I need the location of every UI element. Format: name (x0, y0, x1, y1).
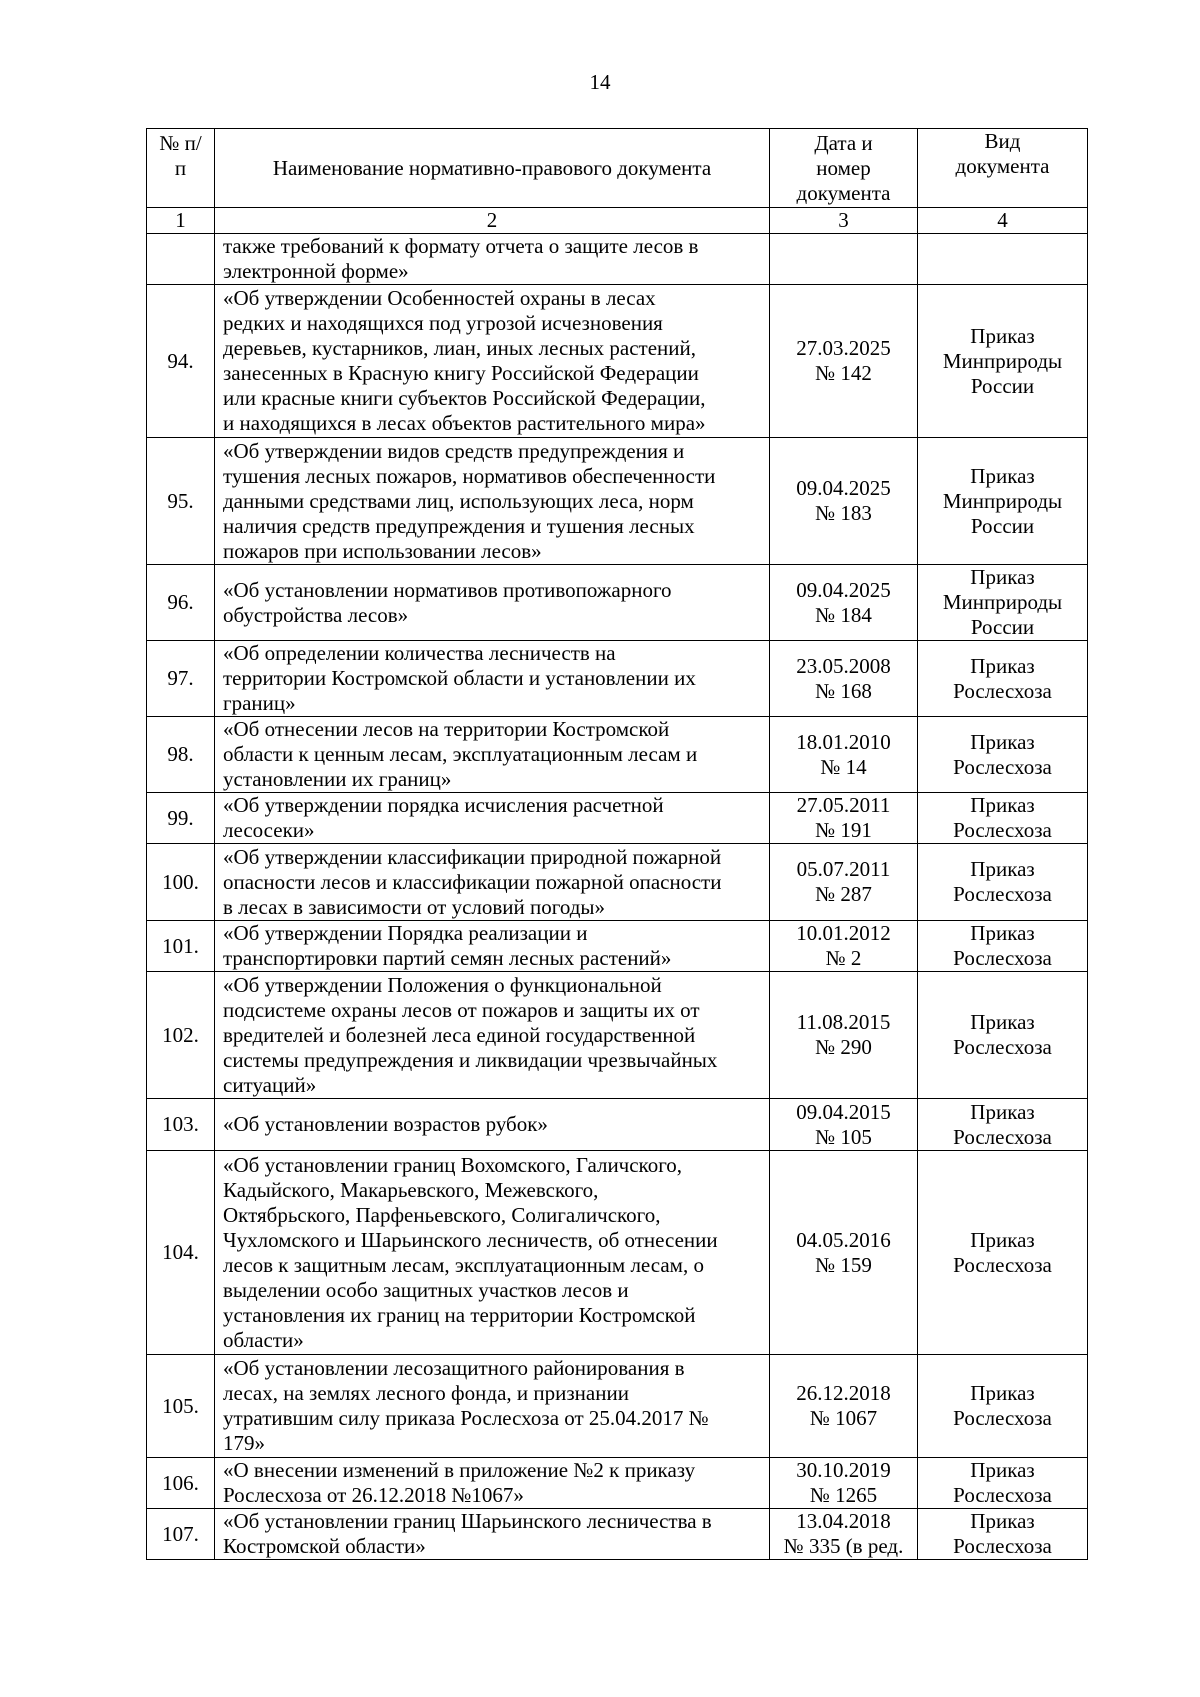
document-date-line: 09.04.2025 (796, 577, 891, 602)
document-name-line: и находящихся в лесах объектов растительного мира» (223, 411, 706, 435)
document-name-line: выделении особо защитных участков лесов и (223, 1277, 629, 1302)
document-name-line: «Об установлении нормативов противопожарного (223, 577, 672, 602)
document-name (215, 844, 770, 921)
header-number: № п/п (147, 129, 215, 208)
document-date-line: 26.12.2018 (796, 1381, 891, 1405)
column-number-row (147, 208, 1088, 234)
document-name-line: тушения лесных пожаров, нормативов обеспеченности (223, 463, 716, 488)
document-date-line: № 335 (в ред. (783, 1534, 904, 1558)
document-name-line: «Об определении количества лесничеств на (223, 641, 616, 665)
document-date-number (770, 285, 918, 438)
document-name-line: лесах, на землях лесного фонда, и признании (223, 1381, 629, 1405)
document-date-line: № 183 (815, 501, 872, 525)
document-type (918, 1458, 1088, 1509)
document-type-line: Приказ (970, 921, 1035, 945)
document-date-line: № 1265 (809, 1483, 878, 1507)
document-date-line: 04.05.2016 (796, 1227, 891, 1252)
document-date-line: 13.04.2018 (796, 1509, 891, 1533)
document-name (215, 1151, 770, 1355)
row-number: 107. (147, 1509, 215, 1560)
document-type-line: Приказ (970, 1099, 1035, 1124)
document-name-line: или красные книги субъектов Российской Федерации, (223, 386, 706, 410)
document-name-line: Чухломского и Шарьинского лесничеств, об отнесении (223, 1227, 718, 1252)
document-type-line: Рослесхоза (953, 1252, 1052, 1277)
document-name-line: занесенных в Красную книгу Российской Федерации (223, 361, 699, 385)
header-date-line: Дата и (814, 130, 873, 155)
document-name-line: «Об установлении границ Шарьинского лесничества в (223, 1509, 712, 1533)
document-name-line: транспортировки партий семян лесных растений» (223, 946, 672, 970)
row-number: 94. (147, 285, 215, 438)
document-name (215, 972, 770, 1099)
document-type (918, 234, 1088, 285)
document-date-number (770, 844, 918, 921)
document-date-line: № 1067 (809, 1406, 878, 1430)
document-name-line: подсистеме охраны лесов от пожаров и защиты их от (223, 997, 700, 1022)
document-name-line: «О внесении изменений в приложение №2 к приказу (223, 1458, 696, 1482)
document-name-line: «Об утверждении Особенностей охраны в лесах (223, 286, 656, 310)
document-name-line: 179» (223, 1431, 265, 1455)
document-date-line: № 290 (815, 1035, 872, 1059)
document-date-number (770, 1099, 918, 1151)
document-name-line: «Об отнесении лесов на территории Костромской (223, 717, 670, 741)
document-type (918, 972, 1088, 1099)
table-row (147, 234, 1088, 285)
document-name-line: «Об установлении возрастов рубок» (223, 1112, 548, 1136)
document-name-line: электронной форме» (223, 259, 409, 283)
header-date-line: документа (796, 180, 891, 205)
row-number: 106. (147, 1458, 215, 1509)
row-number: 99. (147, 793, 215, 844)
header-type-line: Вид (984, 129, 1021, 153)
document-name (215, 793, 770, 844)
document-name-line: территории Костромской области и установлении их (223, 666, 696, 690)
table-row (147, 921, 1088, 972)
document-date-number (770, 1355, 918, 1458)
document-type-line: Приказ (970, 1509, 1035, 1533)
document-name (215, 438, 770, 565)
document-name (215, 234, 770, 285)
table-row (147, 1509, 1088, 1560)
document-date-line: 27.03.2025 (796, 336, 891, 360)
document-date-number (770, 1151, 918, 1355)
table-row (147, 1458, 1088, 1509)
table-row (147, 972, 1088, 1099)
document-type-line: Приказ (970, 463, 1035, 488)
document-name-line: утратившим силу приказа Рослесхоза от 25.04.2017 № (223, 1406, 709, 1430)
column-number: 2 (215, 208, 770, 234)
document-date-line: 27.05.2011 (796, 793, 891, 817)
document-name-line: в лесах в зависимости от условий погоды» (223, 894, 606, 919)
document-date-line: № 191 (815, 818, 872, 842)
document-name (215, 1355, 770, 1458)
document-type-line: Рослесхоза (953, 754, 1052, 779)
document-type-line: Рослесхоза (953, 818, 1052, 842)
document-date-line: № 2 (825, 946, 862, 970)
document-name-line: области к ценным лесам, эксплуатационным лесам и (223, 742, 698, 766)
document-name-line: редких и находящихся под угрозой исчезновения (223, 311, 663, 335)
header-type-line: документа (955, 154, 1050, 178)
document-name-line: вредителей и болезней леса единой государственной (223, 1022, 696, 1047)
document-name-line: опасности лесов и классификации пожарной опасности (223, 869, 722, 894)
document-type-line: Приказ (970, 857, 1035, 881)
document-type-line: России (970, 373, 1035, 398)
row-number: 95. (147, 438, 215, 565)
document-name-line: лесов к защитным лесам, эксплуатационным лесам, о (223, 1252, 704, 1277)
document-date-line: 09.04.2025 (796, 476, 891, 500)
document-name-line: системы предупреждения и ликвидации чрезвычайных (223, 1047, 718, 1072)
document-name (215, 1458, 770, 1509)
document-name-line: «Об утверждении Положения о функциональной (223, 972, 662, 997)
row-number: 102. (147, 972, 215, 1099)
document-type-line: России (970, 513, 1035, 538)
document-type-line: Минприроды (942, 488, 1063, 513)
document-date-line: 30.10.2019 (796, 1458, 891, 1482)
row-number: 96. (147, 565, 215, 641)
table-row (147, 844, 1088, 921)
document-type-line: Минприроды (942, 590, 1063, 614)
header-document-type (918, 129, 1088, 208)
document-type-line: Приказ (970, 793, 1035, 817)
row-number: 104. (147, 1151, 215, 1355)
document-type-line: Рослесхоза (953, 1406, 1052, 1430)
document-date-line: 10.01.2012 (796, 921, 891, 945)
document-name (215, 565, 770, 641)
row-number: 103. (147, 1099, 215, 1151)
document-date-number (770, 438, 918, 565)
document-type (918, 641, 1088, 717)
document-type (918, 438, 1088, 565)
row-number: 98. (147, 717, 215, 793)
document-type-line: Рослесхоза (953, 1124, 1052, 1149)
table-row (147, 438, 1088, 565)
document-date-line: 18.01.2010 (796, 729, 891, 754)
document-name-line: «Об утверждении порядка исчисления расчетной (223, 793, 664, 817)
document-name-line: Октябрьского, Парфеньевского, Солигаличского, (223, 1202, 661, 1227)
document-type (918, 717, 1088, 793)
document-name-line: установления их границ на территории Костромской (223, 1302, 696, 1327)
document-name-line: «Об установлении лесозащитного районирования в (223, 1356, 685, 1380)
document-date-line: 05.07.2011 (796, 857, 891, 881)
row-number: 97. (147, 641, 215, 717)
document-name-line: обустройства лесов» (223, 602, 409, 627)
document-name-line: «Об утверждении видов средств предупреждения и (223, 438, 685, 463)
document-type (918, 285, 1088, 438)
document-date-number (770, 1458, 918, 1509)
document-date-line: № 105 (815, 1124, 872, 1149)
document-type (918, 921, 1088, 972)
document-type-line: Рослесхоза (953, 1534, 1052, 1558)
document-date-line: 11.08.2015 (796, 1010, 891, 1034)
document-date-line: № 142 (815, 361, 872, 385)
document-name-line: лесосеки» (223, 818, 315, 842)
document-name-line: наличия средств предупреждения и тушения лесных (223, 513, 695, 538)
document-type (918, 1509, 1088, 1560)
header-document-name: Наименование нормативно-правового документа (215, 129, 770, 208)
table-row (147, 1099, 1088, 1151)
document-type (918, 1151, 1088, 1355)
document-type-line: Рослесхоза (953, 678, 1052, 703)
row-number: 105. (147, 1355, 215, 1458)
document-type-line: Приказ (970, 323, 1035, 348)
document-date-number (770, 1509, 918, 1560)
document-date-line: № 159 (815, 1252, 872, 1277)
document-type-line: Рослесхоза (953, 946, 1052, 970)
document-type (918, 565, 1088, 641)
document-name-line: Костромской области» (223, 1534, 426, 1558)
document-type-line: Рослесхоза (953, 882, 1052, 906)
document-date-line: 09.04.2015 (796, 1099, 891, 1124)
document-name (215, 1509, 770, 1560)
document-date-number (770, 793, 918, 844)
document-name-line: пожаров при использовании лесов» (223, 538, 542, 563)
column-number: 4 (918, 208, 1088, 234)
document-type-line: Рослесхоза (953, 1035, 1052, 1059)
document-type-line: Приказ (970, 729, 1035, 754)
document-name (215, 717, 770, 793)
document-type-line: Приказ (970, 1010, 1035, 1034)
document-type-line: Приказ (970, 1458, 1035, 1482)
document-name-line: границ» (223, 691, 296, 715)
document-date-line: № 14 (820, 754, 867, 779)
documents-table (146, 128, 1088, 1560)
document-name-line: деревьев, кустарников, лиан, иных лесных растений, (223, 336, 697, 360)
row-number: 101. (147, 921, 215, 972)
document-name-line: «Об утверждении классификации природной пожарной (223, 844, 722, 869)
document-date-number (770, 972, 918, 1099)
header-date-line: номер (816, 155, 871, 180)
document-date-line: № 287 (815, 882, 872, 906)
column-number: 3 (770, 208, 918, 234)
document-date-line: 23.05.2008 (796, 653, 891, 678)
document-name-line: области» (223, 1327, 304, 1352)
document-name-line: «Об установлении границ Вохомского, Галичского, (223, 1152, 683, 1177)
document-name-line: Рослесхоза от 26.12.2018 №1067» (223, 1483, 524, 1507)
document-name-line: Кадыйского, Макарьевского, Межевского, (223, 1177, 599, 1202)
document-name-line: установлении их границ» (223, 767, 452, 791)
document-date-number (770, 565, 918, 641)
document-type-line: Рослесхоза (953, 1483, 1052, 1507)
document-date-number (770, 641, 918, 717)
document-type-line: Приказ (970, 1381, 1035, 1405)
document-date-line: № 168 (815, 678, 872, 703)
document-name (215, 921, 770, 972)
document-name (215, 285, 770, 438)
document-date-number (770, 717, 918, 793)
table-row (147, 285, 1088, 438)
page-number: 14 (589, 70, 611, 94)
document-name-line: ситуаций» (223, 1072, 317, 1097)
document-type-line: России (970, 615, 1035, 639)
document-date-number (770, 921, 918, 972)
document-date-line: № 184 (815, 602, 872, 627)
table-row (147, 717, 1088, 793)
document-name-line: «Об утверждении Порядка реализации и (223, 921, 588, 945)
table-header-row (147, 129, 1088, 208)
table-row (147, 1151, 1088, 1355)
table-row (147, 1355, 1088, 1458)
document-type-line: Минприроды (942, 348, 1063, 373)
document-name-line: также требований к формату отчета о защите лесов в (223, 234, 699, 258)
table-row (147, 565, 1088, 641)
table-row (147, 793, 1088, 844)
row-number: 100. (147, 844, 215, 921)
document-name (215, 641, 770, 717)
document-name-line: данными средствами лиц, использующих леса, норм (223, 488, 694, 513)
document-type-line: Приказ (970, 1227, 1035, 1252)
document-date-number (770, 234, 918, 285)
row-number (147, 234, 215, 285)
document-type (918, 1355, 1088, 1458)
document-type (918, 793, 1088, 844)
column-number: 1 (147, 208, 215, 234)
header-date-number (770, 129, 918, 208)
document-type (918, 1099, 1088, 1151)
table-row (147, 641, 1088, 717)
document-type (918, 844, 1088, 921)
document-name (215, 1099, 770, 1151)
document-type-line: Приказ (970, 653, 1035, 678)
document-type-line: Приказ (970, 565, 1035, 589)
